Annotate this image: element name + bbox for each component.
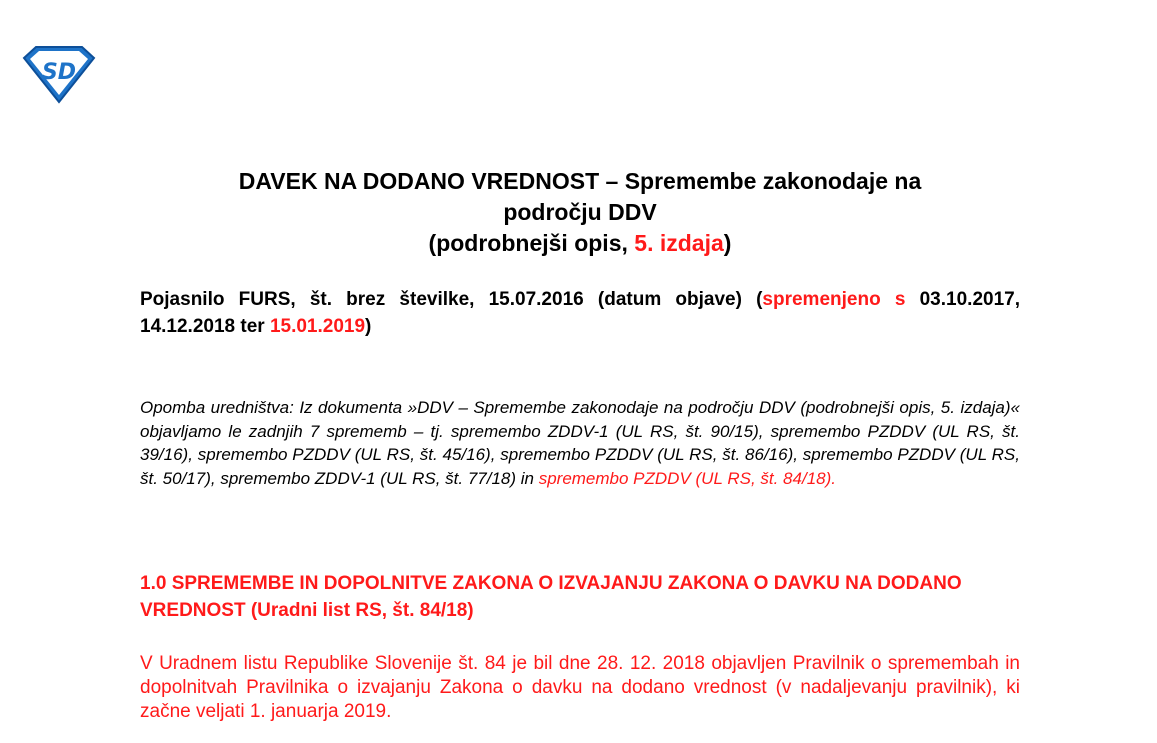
title-line-1: DAVEK NA DODANO VREDNOST – Spremembe zakonodaje na	[238, 168, 922, 194]
title-line-2: področju DDV	[503, 199, 657, 225]
latest-change-date: 15.01.2019	[269, 316, 366, 337]
section-heading: 1.0 SPREMEMBE IN DOPOLNITVE ZAKONA O IZVAJANJU ZAKONA O DAVKU NA DODANO VREDNOST (Uradni list RS, št. 84/18)	[140, 573, 962, 621]
title-line-3: (podrobnejši opis, 5. izdaja)	[428, 230, 732, 256]
changed-label: spremenjeno s	[762, 289, 906, 310]
company-logo-icon	[22, 44, 96, 104]
svg-text:SD: SD	[41, 60, 77, 85]
editorial-note: Opomba uredništva: Iz dokumenta »DDV – Spremembe zakonodaje na področju DDV (podrobnejši opis, 5. izdaja)« objavljamo le zadnjih 7 sprememb – tj. spremembo ZDDV-1 (UL RS, št. 90/15), spremembo PZDDV (UL RS, št. 39/16), spremembo PZDDV (UL RS, št. 45/16), spremembo PZDDV (UL RS, št. 86/16), spremembo PZDDV (UL RS, št. 50/17), spremembo ZDDV-1 (UL RS, št. 77/18) in spremembo PZDDV (UL RS, št. 84/18).	[140, 398, 1020, 488]
section-body: V Uradnem listu Republike Slovenije št. 84 je bil dne 28. 12. 2018 objavljen Pravilnik o spremembah in dopolnitvah Pravilnika o izvajanju Zakona o davku na dodano vrednost (v nadaljevanju pravilnik), ki začne veljati 1. januarja 2019.	[140, 653, 1020, 722]
edition-label: 5. izdaja	[634, 230, 724, 256]
latest-amendment: spremembo PZDDV (UL RS, št. 84/18).	[538, 468, 836, 488]
document-title	[140, 166, 1020, 259]
furs-reference: Pojasnilo FURS, št. brez številke, 15.07.2016 (datum objave) (spremenjeno s 03.10.2017, 14.12.2018 ter 15.01.2019)	[140, 289, 1020, 337]
